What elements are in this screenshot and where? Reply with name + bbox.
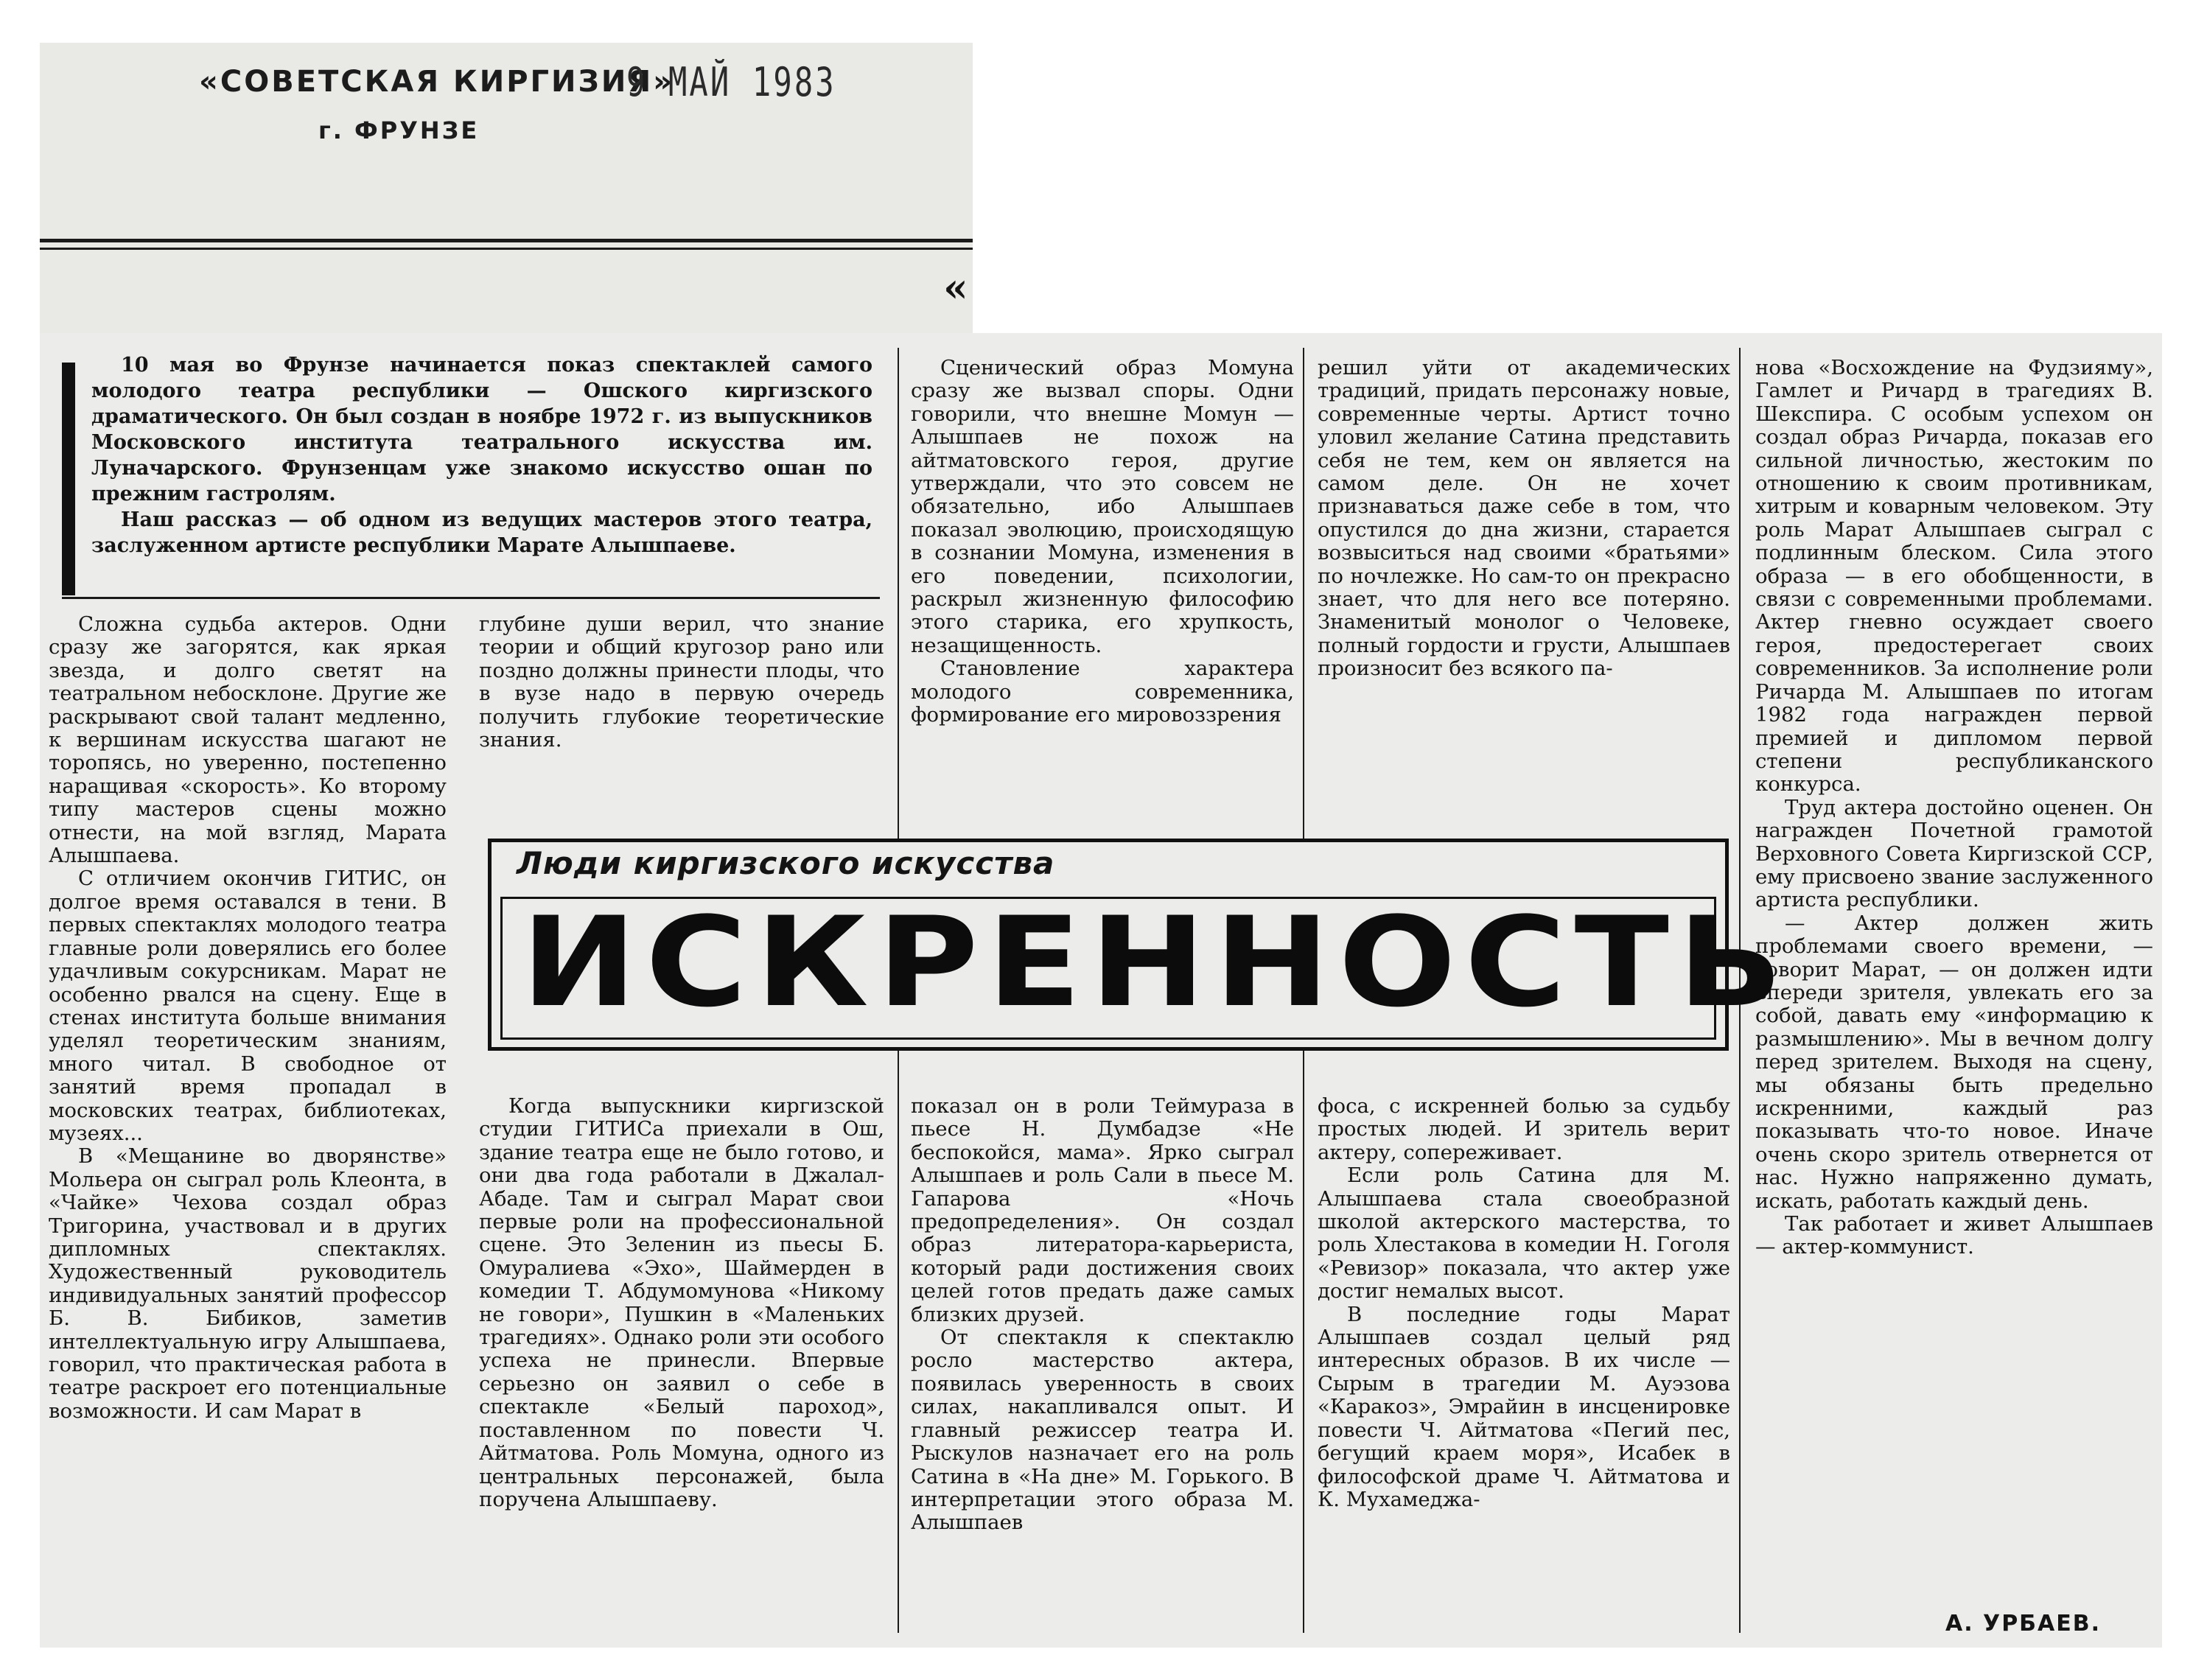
lead-underline	[62, 597, 880, 599]
article-column	[911, 357, 1294, 799]
article-paragraph: От спектакля к спектаклю росло мастерство актера, появилась уверенность в своих силах, накапливался опыт. И главный режиссер театра И. Рыскулов назначает его на роль Сатина в «На дне» М. Горького. В интерпретации этого образа М. Алышпаев	[911, 1326, 1294, 1535]
date-stamp: 9 МАЙ 1983	[626, 59, 836, 105]
author-signature: А. УРБАЕВ.	[1945, 1611, 2102, 1637]
rubric-label: Люди киргизского искусства	[509, 845, 1062, 881]
article-paragraph: Становление характера молодого современника, формирование его мировоззрения	[911, 657, 1294, 727]
article-paragraph: глубине души верил, что знание теории и общий кругозор рано или поздно должны принести плоды, что в вузе надо в первую очередь получить глубокие теоретические знания.	[479, 613, 884, 752]
article-paragraph: Когда выпускники киргизской студии ГИТИСа приехали в Ош, здание театра еще не было готово, и они два года работали в Джалал-Абаде. Там и сыграл Марат свои первые роли на профессиональной сцене. Это Зеленин из пьесы Б. Омуралиева «Эхо», Шаймерден в комедии Т. Абдумомунова «Никому не говори», Пушкин в «Маленьких трагедиях». Однако роли эти особого успеха не принесли. Впервые серьезно он заявил о себе в спектакле «Белый пароход», поставленном по повести Ч. Айтматова. Роль Момуна, одного из центральных персонажей, была поручена Алышпаеву.	[479, 1095, 884, 1511]
city-name: г. ФРУНЗЕ	[318, 116, 480, 144]
article-paragraph: фоса, с искренней болью за судьбу простых людей. И зритель верит актеру, сопереживает.	[1318, 1095, 1730, 1164]
article-paragraph: — Актер должен жить проблемами своего времени, — говорит Марат, — он должен идти впереди зрителя, увлекать его за собой, давать ему «информацию к размышлению». Мы в вечном долгу перед зрителем. Выходя на сцену, мы обязаны быть предельно искренними, каждый раз показывать что-то новое. Иначе очень скоро зритель отвернется от нас. Нужно напряженно думать, искать, работать каждый день.	[1755, 911, 2153, 1213]
lead-marker-bar	[62, 363, 75, 595]
article-paragraph: Сценический образ Момуна сразу же вызвал споры. Одни говорили, что внешне Момун — Алышпаев не похож на айтматовского героя, другие утверждали, что это совсем не обязательно, ибо Алышпаев показал эволюцию, происходящую в сознании Момуна, изменения в его поведении, психологии, раскрыл жизненную философию этого старика, его хрупкость, незащищенность.	[911, 357, 1294, 657]
quote-mark: «	[943, 264, 968, 311]
masthead-rule-top	[40, 239, 973, 242]
article-paragraph: С отличием окончив ГИТИС, он долгое время оставался в тени. В первых спектаклях молодого театра главные роли доверялись его более удачливым сокурсникам. Марат не особенно рвался на сцену. Еще в стенах института больше внимания уделял теоретическим знаниям, много читал. В свободное от занятий время пропадал в московских театрах, библиотеках, музеях...	[49, 867, 447, 1145]
lead-text: 10 мая во Фрунзе начинается показ спектаклей самого молодого театра республики — Ошского киргизского драматического. Он был создан в ноябре 1972 г. из выпускников Московского института театрального искусства им. Луначарского. Фрунзенцам уже знакомо искусство ошан по прежним гастролям.	[91, 354, 872, 505]
article-column	[49, 613, 447, 1637]
article-paragraph: Труд актера достойно оценен. Он награжден Почетной грамотой Верховного Совета Киргизской ССР, ему присвоено звание заслуженного артиста республики.	[1755, 795, 2153, 912]
article-paragraph: Если роль Сатина для М. Алышпаева стала своеобразной школой актерского мастерства, то роль Хлестакова в комедии Н. Гоголя «Ревизор» показала, что актер уже достиг немалых высот.	[1318, 1163, 1730, 1303]
article-paragraph: решил уйти от академических традиций, придать персонажу новые, современные черты. Артист точно уловил желание Сатина представить себя не тем, кем он является на самом деле. Он не хочет признаваться даже себе в том, что опустился до дна жизни, старается возвыситься над своими «братьями» по ночлежке. Но сам-то он прекрасно знает, что для него все потеряно. Знаменитый монолог о Человеке, полный гордости и грусти, Алышпаев произносит без всякого па-	[1318, 357, 1730, 681]
article-column	[1755, 357, 2153, 1595]
headline-box	[488, 839, 1791, 1051]
article-paragraph: нова «Восхождение на Фудзияму», Гамлет и Ричард в трагедиях В. Шекспира. С особым успехом он создал образ Ричарда, показав его сильной личностью, жестоким по отношению к своим противникам, хитрым и коварным человеком. Эту роль Марат Алышпаев сыграл с подлинным блеском. Сила этого образа — в его обобщенности, в связи с современными проблемами. Актер гневно осуждает своего героя, предостерегает своих современников. За исполнение роли Ричарда М. Алышпаев по итогам 1982 года награжден первой премией и дипломом первой степени республиканского конкурса.	[1755, 357, 2153, 797]
article-paragraph: Сложна судьба актеров. Одни сразу же загорятся, как яркая звезда, и долго светят на театральном небосклоне. Другие же раскрывают свой талант медленно, к вершинам искусства шагают не торопясь, но уверенно, постепенно наращивая «скорость». Ко второму типу мастеров сцены можно отнести, на мой взгляд, Марата Алышпаева.	[49, 613, 447, 868]
article-column	[479, 1095, 884, 1640]
article-paragraph: В последние годы Марат Алышпаев создал целый ряд интересных образов. В их числе — Сырым в трагедии М. Ауэзова «Каракоз», Эмрайин в инсценировке повести Ч. Айтматова «Пегий пес, бегущий краем моря», Исабек в философской драме Ч. Айтматова и К. Мухамеджа-	[1318, 1302, 1730, 1511]
article-paragraph: В «Мещанине во дворянстве» Мольера он сыграл роль Клеонта, в «Чайке» Чехова создал образ Тригорина, участвовал и в других дипломных спектаклях. Художественный руководитель индивидуальных занятий профессор Б. В. Бибиков, заметив интеллектуальную игру Алышпаева, говорил, что практическая работа в театре раскроет его потенциальные возможности. И сам Марат в	[49, 1144, 447, 1423]
lead-text: Наш рассказ — об одном из ведущих мастеров этого театра, заслуженном артисте республики Марате Алышпаеве.	[91, 508, 872, 557]
article-column	[479, 613, 884, 805]
article-column	[1318, 1095, 1730, 1640]
lead-paragraph	[91, 352, 872, 559]
article-column	[911, 1095, 1294, 1640]
headline: ИСКРЕННОСТЬ	[521, 890, 1791, 1035]
masthead-rule-bottom	[40, 248, 973, 250]
article-paragraph: показал он в роли Теймураза в пьесе Н. Думбадзе «Не беспокойся, мама». Ярко сыграл Алышпаев и роль Сали в пьесе М. Гапарова «Ночь предопределения». Он создал образ литератора-карьериста, который ради достижения своих целей готов предать даже самых близких друзей.	[911, 1095, 1294, 1326]
article-column	[1318, 357, 1730, 799]
newspaper-name: «СОВЕТСКАЯ КИРГИЗИЯ»	[199, 65, 675, 99]
article-paragraph: Так работает и живет Алышпаев — актер-коммунист.	[1755, 1212, 2153, 1259]
